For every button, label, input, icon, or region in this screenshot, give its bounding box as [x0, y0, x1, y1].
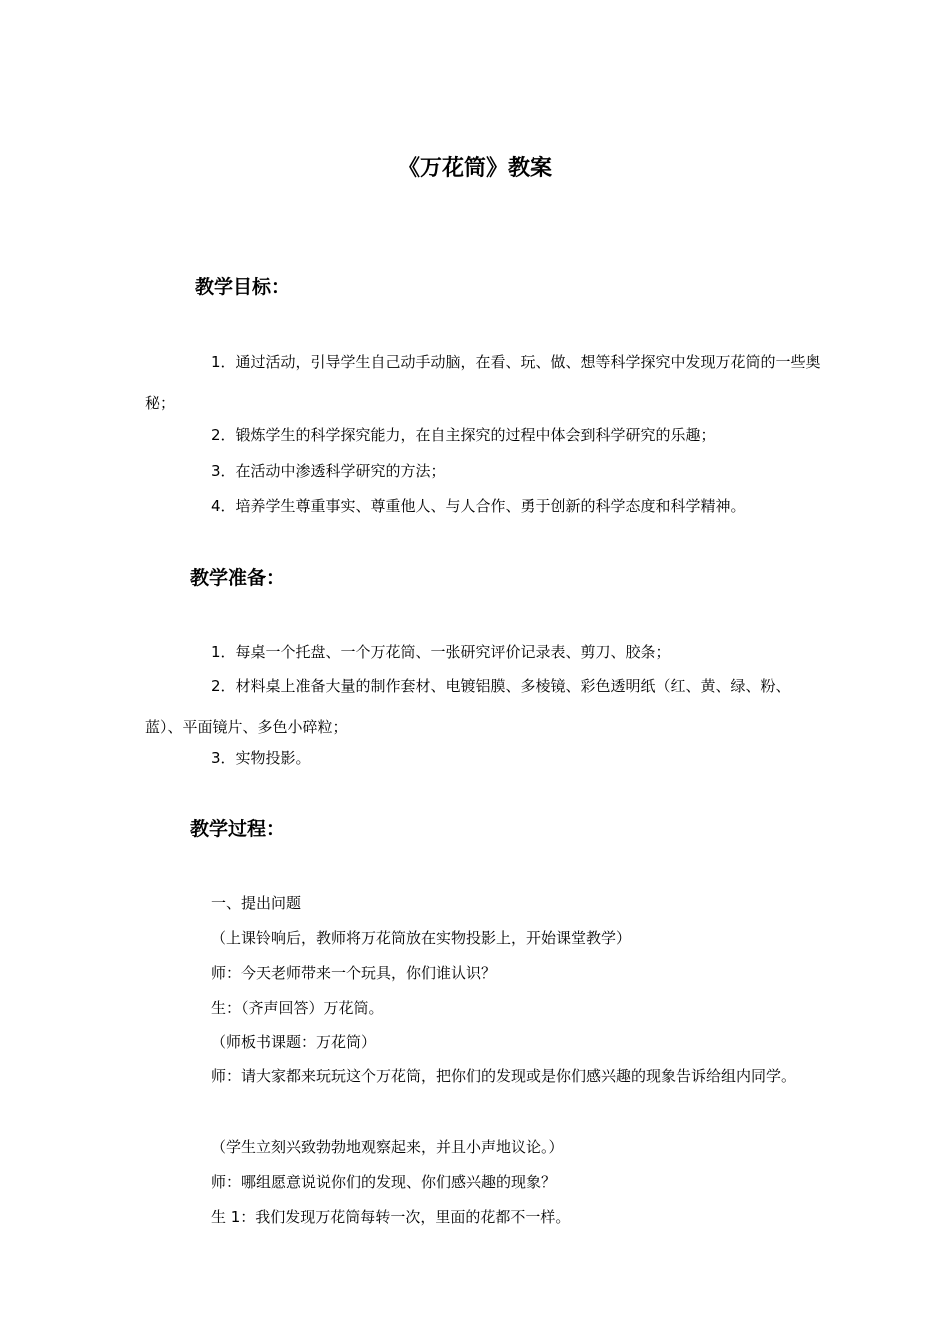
goal-item: 3．在活动中渗透科学研究的方法；	[211, 462, 446, 480]
process-line: 一、提出问题	[211, 894, 302, 912]
prep-item: 2．材料桌上准备大量的制作套材、电镀铝膜、多棱镜、彩色透明纸（红、黄、绿、粉、蓝）、平面镜片、多色小碎粒；	[145, 677, 791, 736]
heading-prep: 教学准备：	[190, 567, 286, 589]
process-line: 生 1：我们发现万花筒每转一次，里面的花都不一样。	[211, 1208, 571, 1226]
prep-item: 1．每桌一个托盘、一个万花筒、一张研究评价记录表、剪刀、胶条；	[211, 643, 671, 661]
goal-item: 2．锻炼学生的科学探究能力，在自主探究的过程中体会到科学研究的乐趣；	[211, 426, 716, 444]
goal-item: 1．通过活动，引导学生自己动手动脑，在看、玩、做、想等科学探究中发现万花筒的一些奥秘；	[145, 353, 821, 412]
process-line: （学生立刻兴致勃勃地观察起来，并且小声地议论。）	[211, 1138, 564, 1156]
process-line: （师板书课题：万花筒）	[211, 1033, 377, 1051]
prep-item: 3．实物投影。	[211, 749, 311, 767]
page-title: 《万花筒》教案	[397, 156, 552, 181]
process-line: 师：哪组愿意说说你们的发现、你们感兴趣的现象？	[211, 1173, 557, 1191]
heading-goals: 教学目标：	[195, 276, 291, 298]
process-line: 生：（齐声回答）万花筒。	[211, 999, 384, 1017]
goal-item: 4．培养学生尊重事实、尊重他人、与人合作、勇于创新的科学态度和科学精神。	[211, 497, 746, 515]
process-line: 师：今天老师带来一个玩具，你们谁认识？	[211, 964, 497, 982]
process-line: （上课铃响后，教师将万花筒放在实物投影上，开始课堂教学）	[211, 929, 632, 947]
heading-process: 教学过程：	[190, 818, 286, 840]
process-line: 师：请大家都来玩玩这个万花筒，把你们的发现或是你们感兴趣的现象告诉给组内同学。	[211, 1067, 797, 1085]
